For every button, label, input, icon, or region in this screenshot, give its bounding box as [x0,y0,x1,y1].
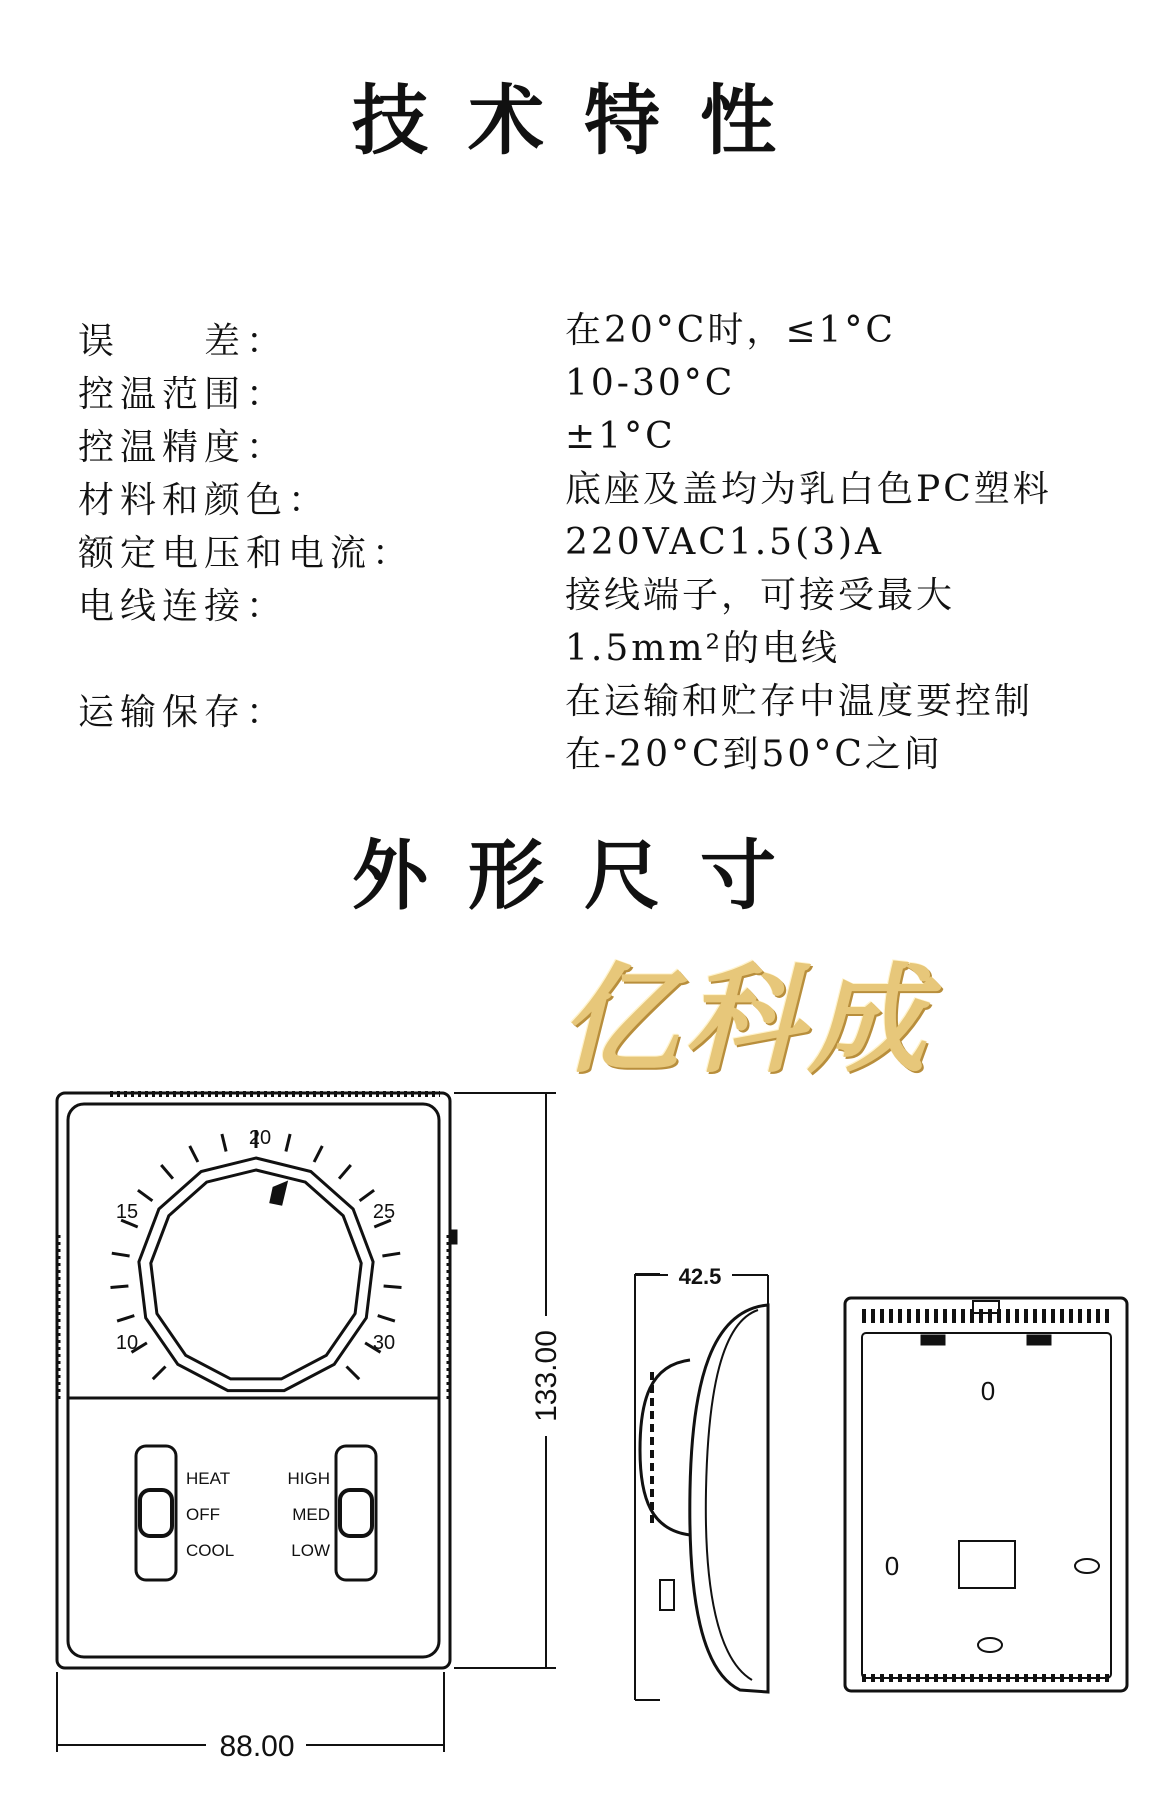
spec-label: 电线连接： [78,586,289,627]
side-view-body [690,1305,768,1692]
back-wire-opening [959,1541,1015,1588]
dial-label-15: 15 [115,1201,139,1223]
dim-depth-label: 42.5 [678,1264,722,1289]
dial-tick [138,1190,153,1201]
dial-tick [378,1316,395,1322]
back-mount-hole-bottom [978,1638,1002,1652]
spec-value: 接线端子，可接受最大 [565,575,956,616]
fan-low-label: LOW [291,1541,330,1560]
spec-label: 误 差： [78,321,289,362]
dial-tick [384,1286,402,1288]
dim-height-label: 133.00 [530,1330,563,1422]
title-dimensions: 外形尺寸 [352,831,816,920]
spec-value: 1.5mm²的电线 [565,628,840,669]
dial-label-10: 10 [115,1332,139,1354]
spec-label: 材料和颜色： [78,480,331,521]
front-side-tab [450,1231,456,1243]
side-view-knob [640,1360,690,1535]
fan-high-label: HIGH [287,1469,330,1488]
back-outer-case [845,1298,1127,1691]
dial-tick [222,1134,226,1152]
spec-value: 底座及盖均为乳白色PC塑料 [565,469,1052,510]
mode-switch-thumb[interactable] [140,1490,172,1536]
dial-outer-ring [139,1158,373,1391]
front-inner-panel [68,1104,439,1657]
dial-tick [382,1253,400,1256]
mode-off-label: OFF [186,1505,220,1524]
title-tech-specs: 技术特性 [352,76,816,165]
dial-label-25: 25 [372,1201,396,1223]
brand-watermark: 亿科成 [560,950,933,1089]
back-mark-left: 0 [884,1551,900,1581]
back-top-clip [973,1301,999,1313]
fan-med-label: MED [292,1505,330,1524]
spec-value: 10-30°C [565,363,736,404]
back-latch-left [922,1336,944,1344]
dim-width-label: 88.00 [219,1730,295,1763]
dial-tick [112,1253,130,1256]
dial-tick [286,1134,290,1152]
dial-pointer [271,1183,286,1204]
dim-depth-ext [635,1274,660,1700]
dial-inner-ring [151,1170,361,1379]
dial-tick [117,1316,134,1322]
fan-switch-thumb[interactable] [340,1490,372,1536]
spec-label: 控温精度： [78,427,289,468]
mode-cool-label: COOL [186,1541,235,1560]
dial-tick [161,1165,173,1179]
dial-tick [190,1146,198,1162]
back-latch-right [1028,1336,1050,1344]
spec-label: 额定电压和电流： [78,533,415,574]
spec-value: ±1°C [565,416,676,457]
mode-heat-label: HEAT [186,1469,231,1488]
dial-tick [111,1286,129,1288]
dial-tick [339,1165,351,1179]
spec-value: 在20°C时，≤1°C [565,310,896,351]
dial-label-20: 20 [248,1127,272,1149]
side-view-inner-edge [706,1310,758,1680]
spec-label: 运输保存： [78,692,289,733]
back-mark-top: 0 [980,1376,996,1406]
spec-label: 控温范围： [78,374,289,415]
side-view-switch [660,1580,674,1610]
back-mount-hole-right [1075,1559,1099,1573]
dial-tick [347,1367,360,1380]
dial-tick [314,1146,322,1162]
spec-value: 在运输和贮存中温度要控制 [565,681,1034,722]
dial-tick [360,1190,375,1201]
spec-value: 在-20°C到50°C之间 [565,734,943,775]
dial-label-30: 30 [372,1332,396,1354]
front-outer-case [57,1093,450,1668]
dial-tick [153,1367,166,1380]
spec-value: 220VAC1.5(3)A [565,522,885,563]
